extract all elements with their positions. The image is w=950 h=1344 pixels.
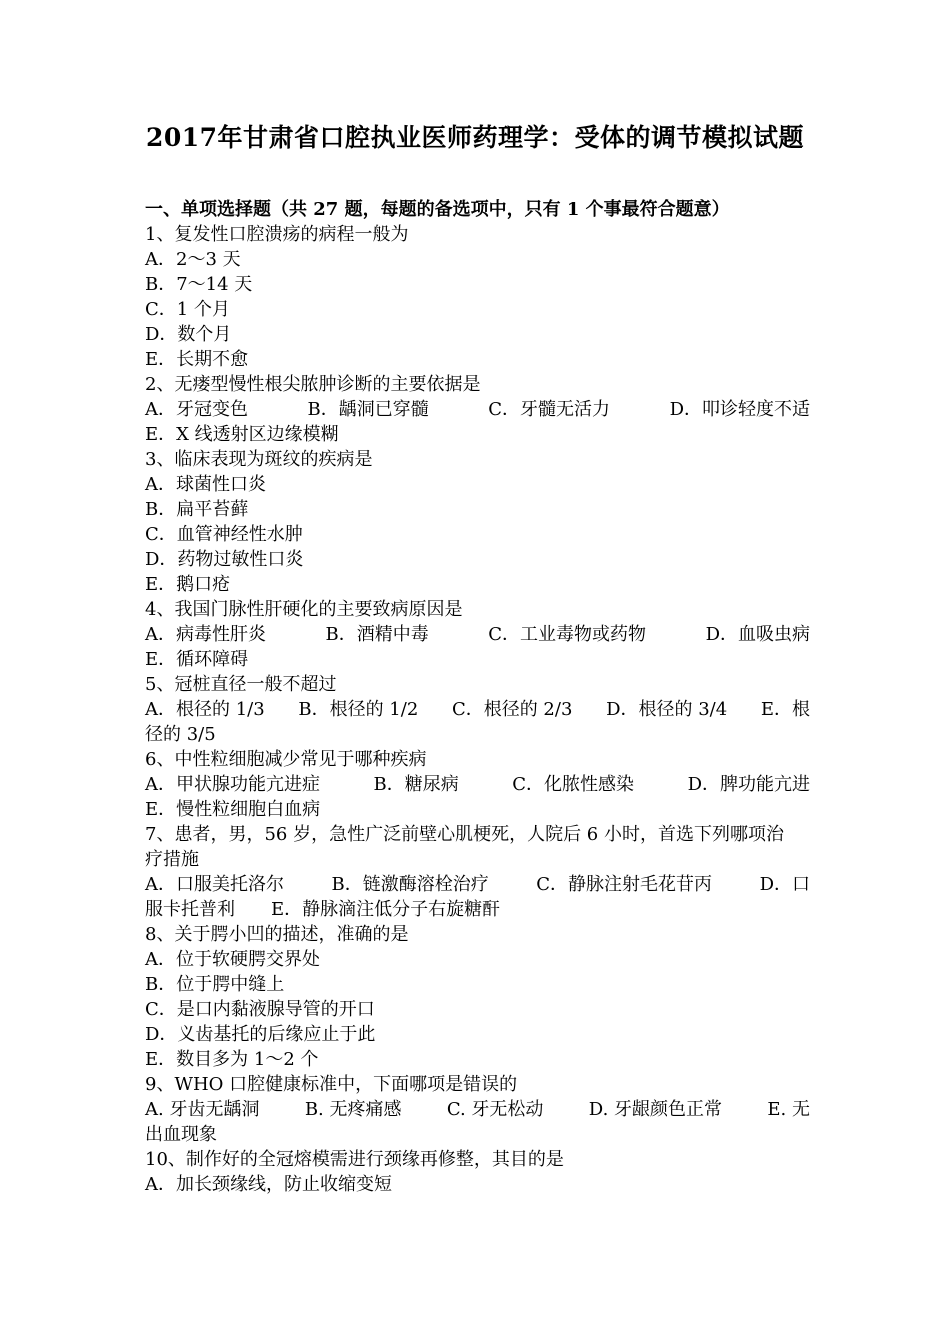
- option-text: B．酒精中毒: [325, 624, 429, 645]
- option-text: B．龋洞已穿髓: [307, 399, 429, 420]
- text-line: B．位于腭中缝上: [145, 974, 285, 995]
- option-text: C．化脓性感染: [512, 774, 635, 795]
- text-line: C．是口内黏液腺导管的开口: [145, 999, 375, 1020]
- text-line: E．循环障碍: [145, 649, 249, 670]
- option-row: [145, 622, 810, 647]
- text-line: E．数目多为 1～2 个: [145, 1049, 319, 1070]
- text-line: 1、复发性口腔溃疡的病程一般为: [145, 224, 409, 245]
- option-text: A．甲状腺功能亢进症: [145, 774, 320, 795]
- text-line: 2、无瘘型慢性根尖脓肿诊断的主要依据是: [145, 374, 481, 395]
- option-text: B．根径的 1/2: [298, 699, 419, 720]
- option-text: C．工业毒物或药物: [488, 624, 647, 645]
- text-line: 3、临床表现为斑纹的疾病是: [145, 449, 373, 470]
- text-line: 7、患者，男，56 岁，急性广泛前壁心肌梗死，人院后 6 小时，首选下列哪项治: [145, 824, 784, 845]
- option-text: D．叩诊轻度不适: [669, 399, 810, 420]
- document-content: [145, 197, 810, 1197]
- option-text: C．牙髓无活力: [488, 399, 611, 420]
- text-line: C．1 个月: [145, 299, 230, 320]
- option-row: [145, 397, 810, 422]
- text-line: 服卡托普利 E．静脉滴注低分子右旋糖酐: [145, 899, 501, 920]
- option-text: E. 无: [767, 1099, 810, 1120]
- text-line: 8、关于腭小凹的描述，准确的是: [145, 924, 409, 945]
- text-line: D．义齿基托的后缘应止于此: [145, 1024, 376, 1045]
- text-line: B．扁平苔藓: [145, 499, 249, 520]
- text-line: C．血管神经性水肿: [145, 524, 303, 545]
- text-line: 出血现象: [145, 1124, 217, 1145]
- option-row: [145, 1097, 810, 1122]
- text-line: 5、冠桩直径一般不超过: [145, 674, 337, 695]
- option-text: D．口: [759, 874, 810, 895]
- option-text: C．静脉注射毛花苷丙: [536, 874, 713, 895]
- option-text: D．脾功能亢进: [687, 774, 810, 795]
- text-line: 10、制作好的全冠熔模需进行颈缘再修整，其目的是: [145, 1149, 564, 1170]
- option-row: [145, 697, 810, 722]
- text-line: 疗措施: [145, 849, 199, 870]
- text-line: D．药物过敏性口炎: [145, 549, 304, 570]
- option-row: [145, 772, 810, 797]
- option-text: A. 牙齿无龋洞: [145, 1099, 260, 1120]
- option-text: D. 牙龈颜色正常: [588, 1099, 723, 1120]
- document-title: 2017年甘肃省口腔执业医师药理学：受体的调节模拟试题: [145, 123, 805, 152]
- text-line: A．加长颈缘线，防止收缩变短: [145, 1174, 392, 1195]
- section-heading: 一、单项选择题（共 27 题，每题的备选项中，只有 1 个事最符合题意）: [145, 199, 730, 220]
- option-text: B. 无疼痛感: [304, 1099, 402, 1120]
- option-text: A．牙冠变色: [145, 399, 248, 420]
- text-line: 9、WHO 口腔健康标准中，下面哪项是错误的: [145, 1074, 518, 1095]
- option-text: D．血吸虫病: [705, 624, 810, 645]
- text-line: A．位于软硬腭交界处: [145, 949, 320, 970]
- option-text: A．口服美托洛尔: [145, 874, 284, 895]
- option-row: [145, 872, 810, 897]
- option-text: B．链激酶溶栓治疗: [331, 874, 489, 895]
- text-line: B．7～14 天: [145, 274, 253, 295]
- option-text: A．根径的 1/3: [145, 699, 265, 720]
- option-text: E．根: [760, 699, 810, 720]
- option-text: B．糖尿病: [373, 774, 459, 795]
- text-line: A．2～3 天: [145, 249, 241, 270]
- text-line: E．慢性粒细胞白血病: [145, 799, 321, 820]
- text-line: 径的 3/5: [145, 724, 216, 745]
- text-line: E．长期不愈: [145, 349, 249, 370]
- text-line: E．X 线透射区边缘模糊: [145, 424, 339, 445]
- option-text: A．病毒性肝炎: [145, 624, 266, 645]
- option-text: C. 牙无松动: [446, 1099, 544, 1120]
- option-text: C．根径的 2/3: [451, 699, 573, 720]
- option-text: D．根径的 3/4: [606, 699, 728, 720]
- text-line: E．鹅口疮: [145, 574, 231, 595]
- text-line: 4、我国门脉性肝硬化的主要致病原因是: [145, 599, 463, 620]
- question-list: [145, 222, 810, 1197]
- text-line: A．球菌性口炎: [145, 474, 266, 495]
- text-line: 6、中性粒细胞减少常见于哪种疾病: [145, 749, 427, 770]
- text-line: D．数个月: [145, 324, 232, 345]
